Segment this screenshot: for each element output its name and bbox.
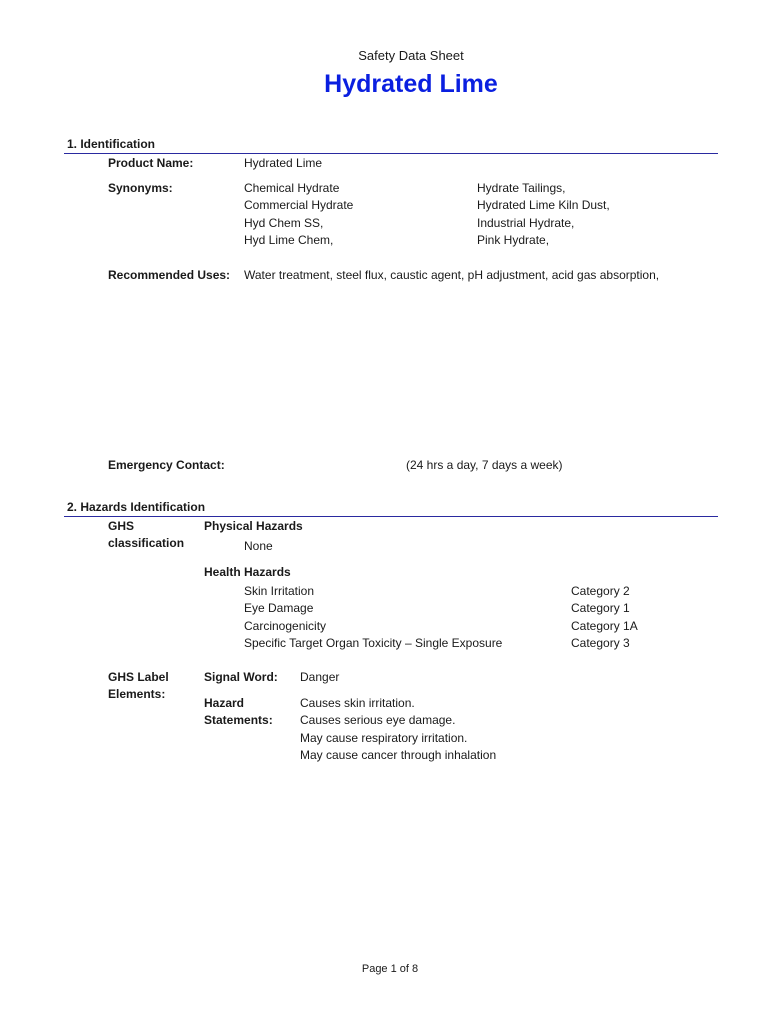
synonyms-label: Synonyms: — [108, 181, 173, 195]
health-hazard-name: Specific Target Organ Toxicity – Single Exposure — [244, 635, 503, 650]
health-hazard-category: Category 1A — [571, 618, 638, 633]
synonym-item: Chemical Hydrate — [244, 181, 340, 195]
health-hazard-name: Eye Damage — [244, 601, 314, 616]
health-hazard-name: Skin Irritation — [244, 584, 315, 598]
synonyms-list-2 — [477, 180, 610, 249]
synonym-item: Hydrated Lime Kiln Dust, — [477, 198, 610, 213]
signal-word-label: Signal Word: — [204, 670, 278, 684]
synonym-item: Hyd Lime Chem, — [244, 232, 334, 247]
emergency-contact-value: (24 hrs a day, 7 days a week) — [406, 458, 563, 472]
hazard-statement: Causes skin irritation. — [300, 696, 415, 710]
synonym-item: Industrial Hydrate, — [477, 215, 575, 230]
section-hazards-heading: 2. Hazards Identification — [67, 500, 206, 514]
health-hazard-name: Carcinogenicity — [244, 618, 327, 633]
hazard-statements-label: Hazard Statements: — [204, 696, 273, 728]
section-identification-heading: 1. Identification — [67, 137, 156, 151]
page-number: Page 1 of 8 — [361, 963, 419, 975]
health-hazard-categories — [571, 583, 638, 652]
recommended-uses-label: Recommended Uses: — [108, 268, 231, 282]
product-name-label: Product Name: — [108, 156, 194, 170]
section-divider — [64, 516, 718, 517]
product-name-value: Hydrated Lime — [244, 156, 323, 170]
section-divider — [64, 153, 718, 154]
hazard-statement: Causes serious eye damage. — [300, 713, 456, 728]
synonyms-list-1 — [244, 180, 353, 249]
health-hazard-names — [244, 583, 502, 652]
ghs-label-elements-label: GHS Label Elements: — [108, 670, 169, 702]
synonym-item: Hyd Chem SS, — [244, 215, 324, 230]
health-hazard-category: Category 1 — [571, 601, 630, 616]
document-kicker: Safety Data Sheet — [358, 48, 464, 63]
health-hazard-category: Category 2 — [571, 584, 630, 598]
synonym-item: Pink Hydrate, — [477, 232, 550, 247]
hazard-statement: May cause cancer through inhalation — [300, 747, 497, 762]
synonym-item: Hydrate Tailings, — [477, 181, 566, 195]
emergency-contact-label: Emergency Contact: — [108, 458, 225, 472]
recommended-uses-value: Water treatment, steel flux, caustic agent, pH adjustment, acid gas absorption, — [244, 268, 660, 282]
signal-word-value: Danger — [300, 670, 340, 684]
document-title: Hydrated Lime — [324, 70, 498, 98]
synonym-item: Commercial Hydrate — [244, 198, 354, 213]
physical-hazards-label: Physical Hazards — [204, 519, 303, 533]
health-hazards-label: Health Hazards — [204, 565, 291, 579]
physical-hazards-value: None — [244, 539, 273, 553]
ghs-classification-label: GHS classification — [108, 519, 185, 551]
health-hazard-category: Category 3 — [571, 635, 630, 650]
hazard-statements-list — [300, 695, 496, 764]
hazard-statement: May cause respiratory irritation. — [300, 730, 468, 745]
